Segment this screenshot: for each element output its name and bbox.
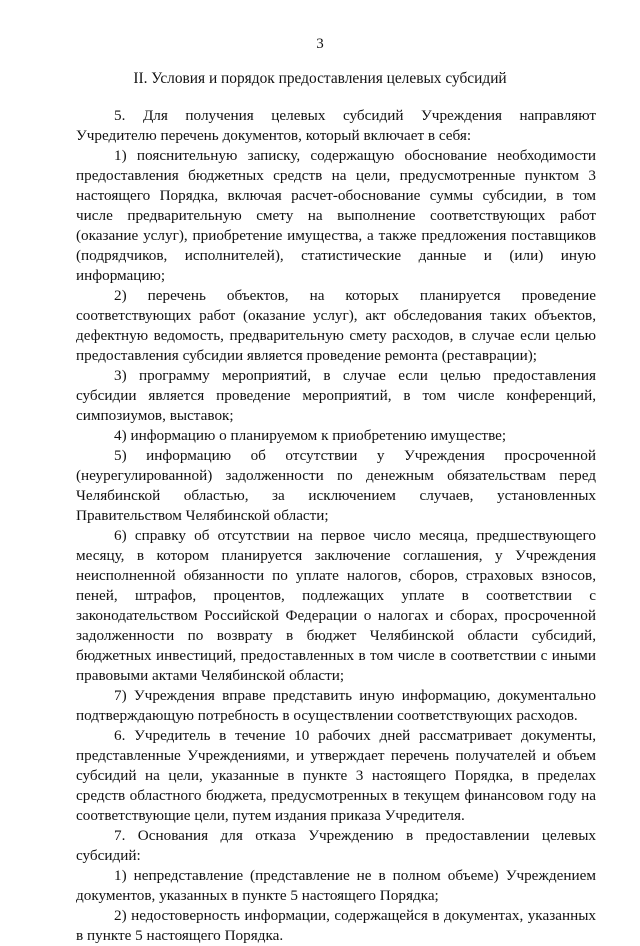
list-item-5: 5) информацию об отсутствии у Учреждения просроченной (неурегулированной) задолженности по денежным обязательствам перед Челябинской областью, за исключением случаев, установленных Правительством Челябинской области; xyxy=(76,447,596,524)
section-heading: II. Условия и порядок предоставления целевых субсидий xyxy=(133,70,507,87)
list-item-3: 3) программу мероприятий, в случае если целью предоставления субсидии является проведение мероприятий, в том числе конференций, симпозиумов, выставок; xyxy=(76,367,596,424)
list-item-2: 2) перечень объектов, на которых планируется проведение соответствующих работ (оказание услуг), акт обследования таких объектов, дефектную ведомость, предварительную смету расходов, в случае если целью предоставления субсидии является проведение ремонта (реставрации); xyxy=(76,287,596,364)
paragraph-7: 7. Основания для отказа Учреждению в предоставлении целевых субсидий: xyxy=(76,827,596,864)
document-body xyxy=(76,106,596,946)
paragraph-6: 6. Учредитель в течение 10 рабочих дней рассматривает документы, представленные Учреждениями, и утверждает перечень получателей и объем субсидий на цели, указанные в пункте 3 настоящего Порядка, в пределах средств областного бюджета, предусмотренных в текущем финансовом году на соответствующие цели, путем издания приказа Учредителя. xyxy=(76,727,596,824)
page-number: 3 xyxy=(316,36,324,52)
list-item-7: 7) Учреждения вправе представить иную информацию, документально подтверждающую потребность в осуществлении соответствующих расходов. xyxy=(76,687,596,724)
list-item-6: 6) справку об отсутствии на первое число месяца, предшествующего месяцу, в котором планируется заключение соглашения, у Учреждения неисполненной обязанности по уплате налогов, сборов, страховых взносов, пеней, штрафов, процентов, подлежащих уплате в соответствии с законодательством Российской Федерации о налогах и сборах, просроченной задолженности по возврату в бюджет Челябинской области субсидий, бюджетных инвестиций, предоставленных в том числе в соответствии с иными правовыми актами Челябинской области; xyxy=(76,527,596,684)
refusal-reason-1: 1) непредставление (представление не в полном объеме) Учреждением документов, указанных в пункте 5 настоящего Порядка; xyxy=(76,867,596,904)
list-item-1: 1) пояснительную записку, содержащую обоснование необходимости предоставления бюджетных средств на цели, предусмотренные пунктом 3 настоящего Порядка, включая расчет-обоснование суммы субсидии, в том числе предварительную смету на выполнение соответствующих работ (оказание услуг), приобретение имущества, а также предложения поставщиков (подрядчиков, исполнителей), статистические данные и (или) иную информацию; xyxy=(76,147,596,284)
refusal-reason-2: 2) недостоверность информации, содержащейся в документах, указанных в пункте 5 настоящего Порядка. xyxy=(76,907,596,944)
paragraph-5: 5. Для получения целевых субсидий Учреждения направляют Учредителю перечень документов, который включает в себя: xyxy=(76,107,596,144)
list-item-4: 4) информацию о планируемом к приобретению имуществе; xyxy=(114,427,507,444)
